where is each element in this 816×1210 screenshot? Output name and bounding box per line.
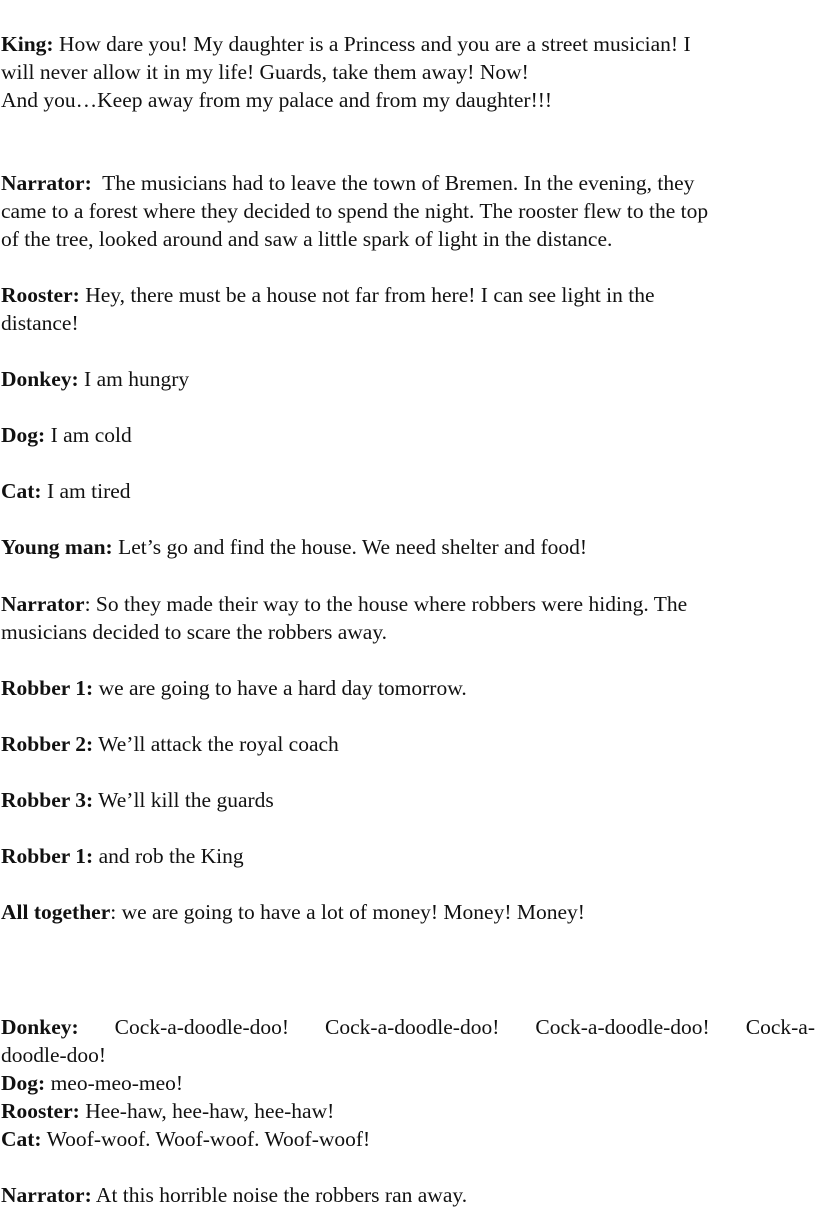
dialogue-text: : So they made their way to the house where robbers were hiding. The — [84, 592, 688, 616]
dialogue-text: We’ll kill the guards — [93, 788, 274, 812]
cat-2-line — [1, 1125, 370, 1153]
speaker-rooster: Rooster: — [1, 1099, 80, 1123]
dialogue-text: Woof-woof. Woof-woof. Woof-woof! — [41, 1127, 371, 1151]
dog-2-line — [1, 1069, 183, 1097]
rooster-1-line-2: distance! — [1, 311, 79, 335]
speaker-narrator: Narrator: — [1, 171, 92, 195]
speaker-all-together: All together — [1, 900, 111, 924]
narrator-1-line-3: of the tree, looked around and saw a little spark of light in the distance. — [1, 227, 613, 251]
speaker-narrator: Narrator — [1, 592, 85, 616]
dialogue-text: and rob the King — [93, 844, 244, 868]
dialogue-text: Cock-a-doodle-doo! Cock-a-doodle-doo! Cock-a-doodle-doo! Cock-a- — [78, 1015, 815, 1039]
robber-1-line-a — [1, 674, 467, 702]
dialogue-text: We’ll attack the royal coach — [93, 732, 339, 756]
speaker-narrator: Narrator: — [1, 1183, 92, 1207]
narrator-2-line-1 — [1, 590, 687, 618]
narrator-1-line-1 — [1, 169, 694, 197]
donkey-2-line-1 — [1, 1013, 815, 1041]
robber-1-line-b — [1, 842, 244, 870]
dialogue-text: How dare you! My daughter is a Princess and you are a street musician! I — [53, 32, 691, 56]
narrator-2-line-2: musicians decided to scare the robbers away. — [1, 620, 388, 644]
speaker-robber-1: Robber 1: — [1, 844, 94, 868]
all-together-line — [1, 898, 585, 926]
donkey-1-line — [1, 365, 189, 393]
narrator-3-line — [1, 1181, 467, 1209]
young-man-line — [1, 533, 587, 561]
speaker-dog: Dog: — [1, 423, 46, 447]
dialogue-text: : we are going to have a lot of money! Money! Money! — [110, 900, 585, 924]
speaker-robber-2: Robber 2: — [1, 732, 94, 756]
dialogue-text: Hey, there must be a house not far from here! I can see light in the — [79, 283, 655, 307]
robber-3-line — [1, 786, 274, 814]
dialogue-text: Hee-haw, hee-haw, hee-haw! — [79, 1099, 335, 1123]
speaker-donkey: Donkey: — [1, 1015, 79, 1039]
dog-1-line — [1, 421, 132, 449]
king-line-1 — [1, 30, 691, 58]
speaker-robber-1: Robber 1: — [1, 676, 94, 700]
donkey-2-line-2: doodle-doo! — [1, 1043, 107, 1067]
dialogue-text: Let’s go and find the house. We need shelter and food! — [112, 535, 588, 559]
narrator-1-line-2: came to a forest where they decided to spend the night. The rooster flew to the top — [1, 199, 709, 223]
cat-1-line — [1, 477, 131, 505]
dialogue-text: I am cold — [45, 423, 132, 447]
speaker-robber-3: Robber 3: — [1, 788, 94, 812]
rooster-2-line — [1, 1097, 334, 1125]
speaker-dog: Dog: — [1, 1071, 46, 1095]
rooster-1-line-1 — [1, 281, 655, 309]
speaker-donkey: Donkey: — [1, 367, 79, 391]
dialogue-text: I am hungry — [78, 367, 190, 391]
dialogue-text: meo-meo-meo! — [45, 1071, 184, 1095]
speaker-king: King: — [1, 32, 54, 56]
dialogue-text: The musicians had to leave the town of Bremen. In the evening, they — [91, 171, 695, 195]
speaker-cat: Cat: — [1, 1127, 42, 1151]
robber-2-line — [1, 730, 339, 758]
dialogue-text: At this horrible noise the robbers ran away. — [91, 1183, 468, 1207]
dialogue-text: we are going to have a hard day tomorrow. — [93, 676, 467, 700]
king-line-3: And you…Keep away from my palace and from my daughter!!! — [1, 88, 553, 112]
king-line-2: will never allow it in my life! Guards, take them away! Now! — [1, 60, 529, 84]
speaker-cat: Cat: — [1, 479, 42, 503]
speaker-young-man: Young man: — [1, 535, 113, 559]
speaker-rooster: Rooster: — [1, 283, 80, 307]
dialogue-text: I am tired — [41, 479, 131, 503]
